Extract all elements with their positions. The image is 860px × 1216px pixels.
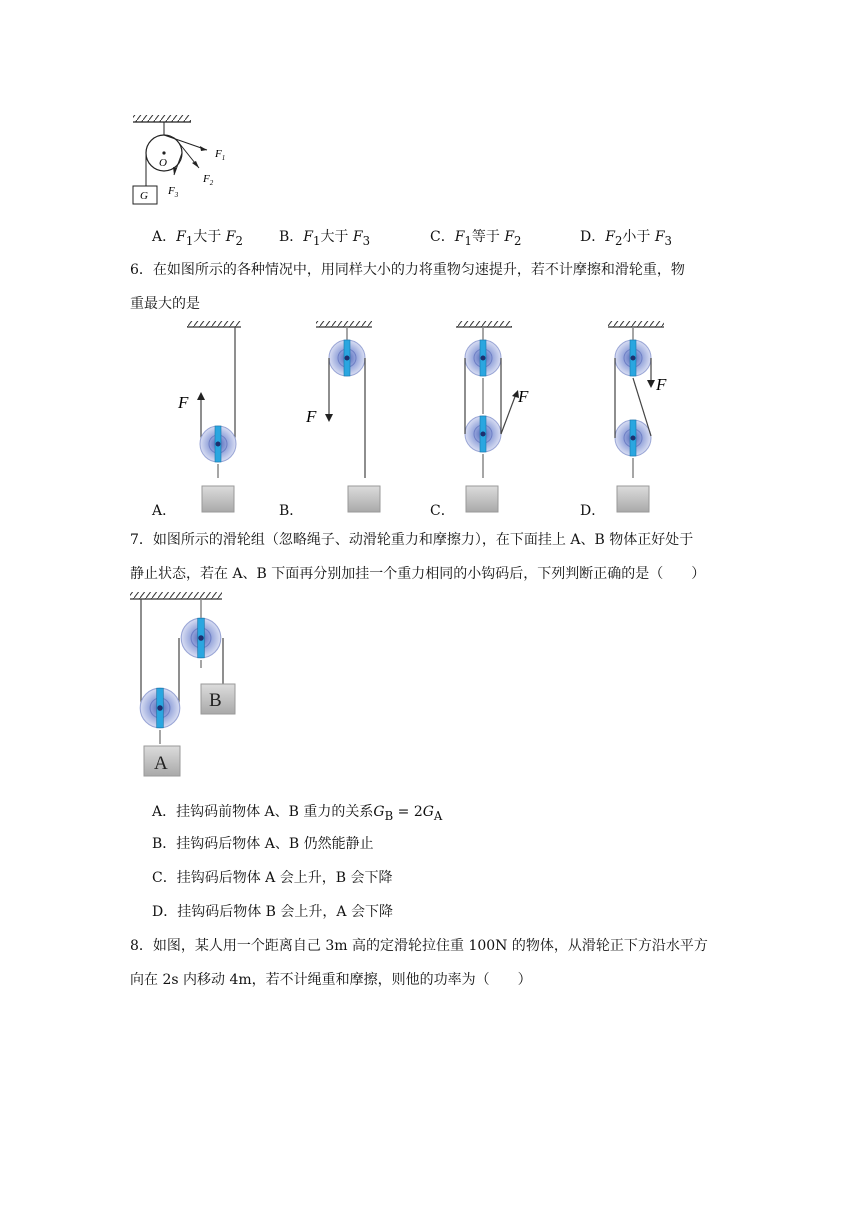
q6-c-force-label: F	[518, 387, 529, 406]
q7-option-b[interactable]: B．挂钩码后物体 A、B 仍然能静止	[152, 836, 374, 852]
q7-option-a[interactable]: A．挂钩码前物体 A、B 重力的关系$G_B = 2G_A$	[152, 804, 443, 823]
q7-question-line1: 7．如图所示的滑轮组（忽略绳子、动滑轮重力和摩擦力），在下面挂上 A、B 物体正好处于	[130, 532, 694, 548]
q5-label-g: G	[140, 190, 148, 202]
q5-option-a[interactable]: A．$F_1$大于 $F_2$	[152, 229, 243, 248]
svg-text:A: A	[154, 753, 168, 774]
q6-figure-b	[305, 321, 380, 512]
q6-figures	[140, 318, 700, 520]
q6-figure-c	[456, 321, 529, 512]
q5-option-c[interactable]: C．$F_1$等于 $F_2$	[430, 229, 522, 248]
q6-question-line2: 重最大的是	[130, 296, 200, 312]
q7-question-line2: 静止状态，若在 A、B 下面再分别加挂一个重力相同的小钩码后，下列判断正确的是（ ）	[130, 566, 706, 582]
q7-option-d[interactable]: D．挂钩码后物体 B 会上升，A 会下降	[152, 904, 393, 920]
q5-option-b[interactable]: B．$F_1$大于 $F_3$	[279, 229, 371, 248]
q7-movable-pulley	[140, 688, 180, 728]
q7-fixed-pulley	[181, 618, 221, 658]
q8-question-line1: 8．如图，某人用一个距离自己 3m 高的定滑轮拉住重 100N 的物体，从滑轮正下方沿水平方	[130, 938, 708, 954]
q5-option-d[interactable]: D．$F_2$小于 $F_3$	[580, 229, 672, 248]
q6-figure-label-d[interactable]: D．	[580, 503, 606, 519]
svg-text:B: B	[209, 690, 222, 711]
q5-label-o: O	[159, 157, 167, 169]
q5-label-f3: $F_3$	[168, 185, 179, 199]
q7-option-c[interactable]: C．挂钩码后物体 A 会上升，B 会下降	[152, 870, 393, 886]
q6-d-force-label: F	[656, 375, 667, 394]
q6-figure-a	[177, 321, 241, 512]
q6-figure-d	[608, 321, 667, 512]
q5-figure	[125, 112, 235, 210]
q7-figure	[128, 590, 248, 780]
q7-ceiling	[130, 592, 222, 599]
q5-label-f2: $F_2$	[203, 173, 214, 187]
q6-figure-label-b[interactable]: B．	[279, 503, 304, 519]
q5-ceiling	[133, 115, 191, 122]
q6-question-line1: 6．在如图所示的各种情况中，用同样大小的力将重物匀速提升，若不计摩擦和滑轮重，物	[130, 262, 685, 278]
q5-label-f1: $F_1$	[215, 148, 226, 162]
q6-b-force-label: F	[306, 407, 317, 426]
q8-question-line2: 向在 2s 内移动 4m，若不计绳重和摩擦，则他的功率为（ ）	[130, 972, 532, 988]
q6-figure-label-c[interactable]: C．	[430, 503, 455, 519]
q6-a-force-label: F	[178, 393, 189, 412]
q6-figure-label-a[interactable]: A．	[152, 503, 177, 519]
